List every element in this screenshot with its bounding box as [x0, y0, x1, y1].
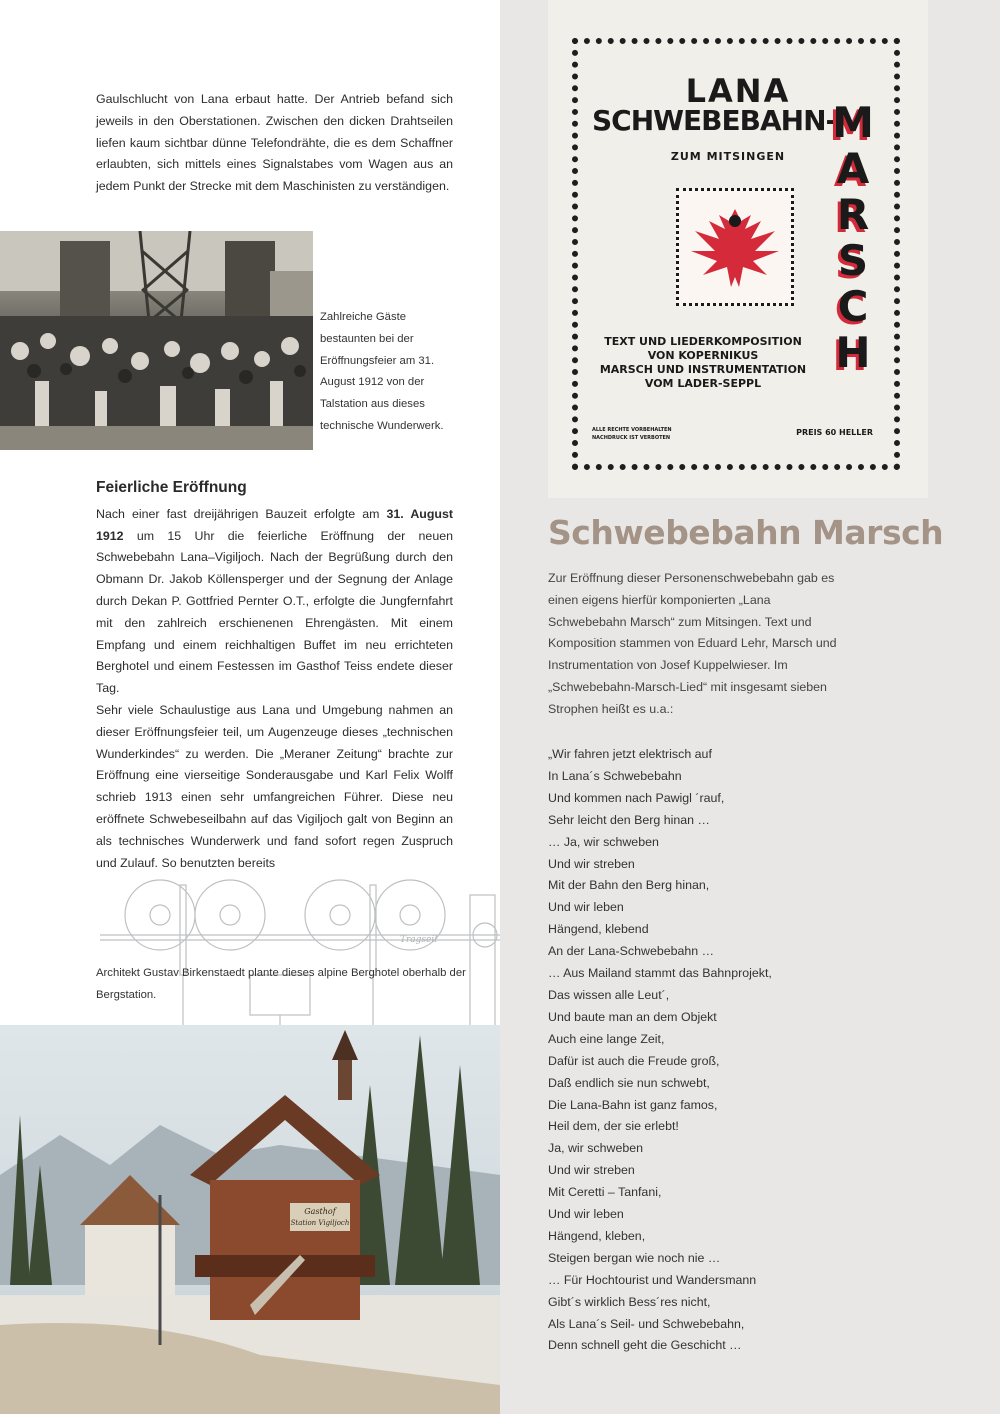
intro-text: Gaulschlucht von Lana erbaut hatte. Der Antrieb befand sich jeweils in den Oberstationen. Zwischen den dicken Drahtseilen liefen kaum sichtbar dünne Telefondrähte, die es dem Schaffner erlaubten, sich mittels eines Signalstabes vom Wagen aus an jedem Punkt der Strecke mit dem Maschinisten zu verständigen. — [96, 92, 453, 194]
p1-text-end: um 15 Uhr die feierliche Eröffnung der neuen Schwebebahn Lana–Vigiljoch. Nach der Begrüßung durch den Obmann Dr. Jakob Köllensperger und der Segnung der Anlage durch Dekan P. Gottfried Pernter O.T., erfolgte die Jungfernfahrt mit den zahlreich erschienenen Ehrengästen. Mit einem Empfang und einem reichhaltigen Buffet im neu errichteten Berghotel und einem Festessen im Gasthof Teiss endete dieser Tag. — [96, 528, 453, 696]
hotel-photo-caption: Architekt Gustav Birkenstaedt plante dieses alpine Berghotel oberhalb der Bergstation. — [96, 967, 466, 1001]
lyric-line: Ja, wir schweben — [548, 1141, 644, 1156]
p1-date-bold: 31. August 1912 — [96, 506, 453, 543]
hotel-sign-line-2: Station Vigiljoch — [290, 1219, 350, 1227]
marsch-letter-a: A — [836, 144, 870, 193]
marsch-letter-s: S — [837, 236, 869, 285]
hotel-postcard-image — [0, 1025, 500, 1414]
poster-rights — [592, 426, 712, 442]
lyric-line: Und wir streben — [548, 856, 635, 871]
marsch-lyrics — [548, 744, 848, 1357]
lyric-line: Das wissen alle Leut´, — [548, 987, 670, 1002]
lyric-line: Heil dem, der sie erlebt! — [548, 1119, 679, 1134]
poster-price: PREIS 60 HELLER — [796, 428, 873, 437]
poster-credit-line-4: VOM LADER-SEPPL — [644, 377, 762, 390]
lyric-line: An der Lana-Schwebebahn … — [548, 944, 715, 959]
section-paragraph-2: Sehr viele Schaulustige aus Lana und Umgebung nahmen an dieser Eröffnungsfeier teil, um Augenzeuge dieses „technischen Wunderkindes“ zu werden. Die „Meraner Zeitung“ brachte zur Eröffnung eine vierseitige Sonderausgabe und Karl Felix Wolff schrieb 1913 einen sehr umfangreichen Führer. Diese neu eröffnete Schwebeseilbahn auf das Vigiljoch galt von Beginn an als technisches Wunderwerk und fand sofort regen Zuspruch und Zulauf. So benutzten bereits — [96, 702, 453, 870]
poster-title-schwebebahn: SCHWEBEBAHN- — [592, 104, 837, 137]
lyric-line: Und kommen nach Pawigl ´rauf, — [548, 790, 725, 805]
tragseil-label: Tragseil — [400, 935, 438, 945]
poster-title-lana: LANA — [685, 72, 791, 110]
lyric-line: Gibt´s wirklich Bess´res nicht, — [548, 1294, 711, 1309]
lyric-line: Mit der Bahn den Berg hinan, — [548, 878, 710, 893]
lyric-line: Daß endlich sie nun schwebt, — [548, 1075, 710, 1090]
poster-marsch-vertical — [828, 100, 878, 376]
intro-paragraph — [96, 89, 453, 198]
lyric-line: Und baute man an dem Objekt — [548, 1009, 717, 1024]
section-paragraph-1 — [96, 504, 453, 700]
poster-credits — [588, 335, 818, 391]
lyric-line: Und wir streben — [548, 1163, 635, 1178]
poster-credit-line-3: MARSCH UND INSTRUMENTATION — [599, 363, 807, 376]
lyric-line: Steigen bergan wie noch nie … — [548, 1250, 721, 1265]
p1-text-start: Nach einer fast dreijährigen Bauzeit erfolgte am — [96, 506, 387, 521]
poster-rights-line-2: NACHDRUCK IST VERBOTEN — [592, 435, 671, 441]
lyric-line: Die Lana-Bahn ist ganz famos, — [548, 1097, 718, 1112]
marsch-title: Schwebebahn Marsch — [548, 513, 944, 552]
marsch-letter-c: C — [837, 282, 869, 331]
lyric-line: Denn schnell geht die Geschicht … — [548, 1338, 742, 1353]
lyric-line: Sehr leicht den Berg hinan … — [548, 812, 710, 827]
section-heading: Feierliche Eröffnung — [96, 479, 247, 496]
marsch-letter-r: R — [836, 190, 870, 239]
hotel-sign-line-1: Gasthof — [304, 1207, 336, 1216]
crowd-photo — [0, 231, 313, 450]
lyric-line: „Wir fahren jetzt elektrisch auf — [548, 747, 712, 761]
lyric-line: … Aus Mailand stammt das Bahnprojekt, — [548, 966, 772, 981]
crowd-photo-caption: Zahlreiche Gäste bestaunten bei der Eröffnungsfeier am 31. August 1912 von der Talstation aus dieses technische Wunderwerk. — [320, 311, 444, 432]
marsch-intro: Zur Eröffnung dieser Personenschwebebahn gab es einen eigens hierfür komponierten „Lana Schwebebahn Marsch“ zum Mitsingen. Text und Komposition stammen von Eduard Lehr, Marsch und Instrumentation von Josef Kuppelwieser. Im „Schwebebahn-Marsch-Lied“ mit insgesamt sieben Strophen heißt es u.a.: — [548, 571, 837, 716]
lyric-line: Hängend, klebend — [548, 922, 649, 937]
lyric-line: In Lana´s Schwebebahn — [548, 768, 682, 783]
lyric-line: Als Lana´s Seil- und Schwebebahn, — [548, 1316, 745, 1331]
section-feierliche-eroeffnung — [96, 477, 453, 874]
lyric-line: … Für Hochtourist und Wandersmann — [548, 1272, 757, 1287]
lyric-line: Mit Ceretti – Tanfani, — [548, 1185, 662, 1200]
poster-credit-line-2: VON KOPERNIKUS — [647, 349, 759, 362]
lyric-line: Und wir leben — [548, 1207, 624, 1222]
lyric-line: Und wir leben — [548, 900, 624, 915]
lyric-line: Dafür ist auch die Freude groß, — [548, 1053, 720, 1068]
poster-zum-mitsingen: ZUM MITSINGEN — [670, 150, 786, 163]
lyric-line: Auch eine lange Zeit, — [548, 1031, 665, 1046]
marsch-letter-h: H — [835, 328, 871, 377]
poster-rights-line-1: ALLE RECHTE VORBEHALTEN — [592, 427, 672, 433]
lyric-line: Hängend, kleben, — [548, 1228, 646, 1243]
marsch-poster — [548, 0, 928, 498]
poster-eagle-emblem — [676, 188, 794, 306]
poster-credit-line-1: TEXT UND LIEDERKOMPOSITION — [604, 335, 802, 348]
marsch-letter-m: M — [832, 98, 874, 147]
lyric-line: … Ja, wir schweben — [548, 834, 659, 849]
